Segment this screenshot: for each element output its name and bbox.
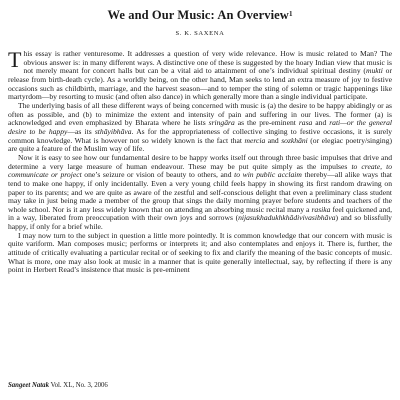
- paragraph-text: I may now turn to the subject in question a little more pointedly. It is common knowledge that our concern with music is quite variform. Man composes music; performs or interprets it; and also contemplates and enjoys it. There is, further, the attitude of critically evaluating a particular recital or of seeking to fix and clarify the meaning of the basic concepts of music. What is more, one may also look at music in a manner that is quite generally intellectual, say, by reflecting if there is any point in Herbert Read’s insistence that music is pre-eminent: [8, 230, 392, 275]
- paragraph-text: ) and so blissfully happy, if only for a brief while.: [8, 213, 392, 232]
- title-footnote-marker: 1: [288, 10, 293, 18]
- body-paragraph: [8, 102, 392, 154]
- paragraph-text: . As for the appropriateness of collective singing to festive occasions, it is surely common knowledge. What is however not so widely known is the fact that: [8, 126, 392, 145]
- paragraph-text: Now it is easy to see how our fundamental desire to be happy works itself out through three basic impulses that drive and determine a very large measure of human endeavour. These may be put quite simply as the impulses: [8, 152, 392, 171]
- body-paragraph: [8, 232, 392, 275]
- paragraph-text: —as its: [67, 126, 95, 136]
- article-body: [8, 47, 393, 275]
- italic-term: to create, to communicate or project: [8, 161, 393, 180]
- drop-cap-letter: T: [8, 47, 22, 72]
- journal-name: Sangeet Natak: [8, 382, 49, 389]
- paragraph-text: feel quickened and, in a way, liberated from preoccupation with their own joys and sorrows (: [8, 204, 392, 223]
- paragraph-text: his essay is rather venturesome. It addresses a question of very wide relevance. How is music related to Man? The obvious answer is: in many different ways. A distinctive one of these is suggested by the hoary Indian view that music is not merely meant for concert halls but can be a vital aid to attainment of one’s individual spiritual destiny (: [23, 49, 392, 76]
- italic-term: sthāyibhāva: [94, 126, 132, 136]
- paragraph-text: one’s seizure or vision of beauty to others, and: [81, 170, 235, 180]
- paragraph-text: and: [312, 118, 330, 128]
- italic-term: to win public acclaim: [234, 170, 302, 180]
- paragraph-text: or release from birth-death cycle). As a worldly being, on the other hand, Man seeks to lend an extra measure of joy to festive occasions such as childbirth, marriage, and the harvest season—and to temper the sting of solemn or tragic happenings like martyrdom—by resorting to music (and often also dance) in which generally more than a single individual participate.: [8, 66, 392, 102]
- italic-term: sringāra: [208, 118, 235, 128]
- paragraph-text: (or elegiac poetry/singing) are quite a feature of the Muslim way of life.: [8, 135, 392, 154]
- page-footer: [8, 382, 108, 390]
- paragraph-text: The underlying basis of all these different ways of being concerned with music is (a) the desire to be happy abidingly or as often as possible, and (b) to minimize the extent and intensity of pain and suffering in our lives. The former (a) is acknowledged and even emphasized by Bharata where he lists: [8, 100, 392, 128]
- article-author: S. K. SAXENA: [175, 30, 225, 37]
- italic-term: nijasukhadukhkhādivivasibhāva: [238, 213, 336, 223]
- italic-term: rasa: [298, 118, 313, 128]
- italic-term: sozkhāni: [281, 135, 308, 145]
- body-paragraph: [8, 154, 392, 232]
- paragraph-text: as the pre-eminent: [234, 118, 299, 128]
- paragraph-text: and: [265, 135, 282, 145]
- article-title-text: We and Our Music: An Overview: [107, 8, 289, 22]
- italic-term: rati—or the general desire to be happy: [8, 118, 393, 136]
- italic-term: mukti: [365, 66, 383, 76]
- body-paragraph: [8, 47, 392, 102]
- paragraph-text: thereby—all alike ways that tend to make one happy, if only incidentally. Even a very young child feels happy in showing its first random drawing on paper to its parents; and we are quite as aware of the zestful and self-conscious delight that even a preliminary class student may take in just being made a member of the group that sings the daily morning prayer before students and teachers of the whole school. Nor is it any less widely known that on attending an absorbing music recital many a: [8, 170, 392, 214]
- italic-term: rasika: [311, 204, 331, 214]
- journal-citation: Vol. XL, No. 3, 2006: [50, 382, 108, 389]
- article-title: [0, 8, 400, 22]
- italic-term: mercia: [244, 135, 266, 145]
